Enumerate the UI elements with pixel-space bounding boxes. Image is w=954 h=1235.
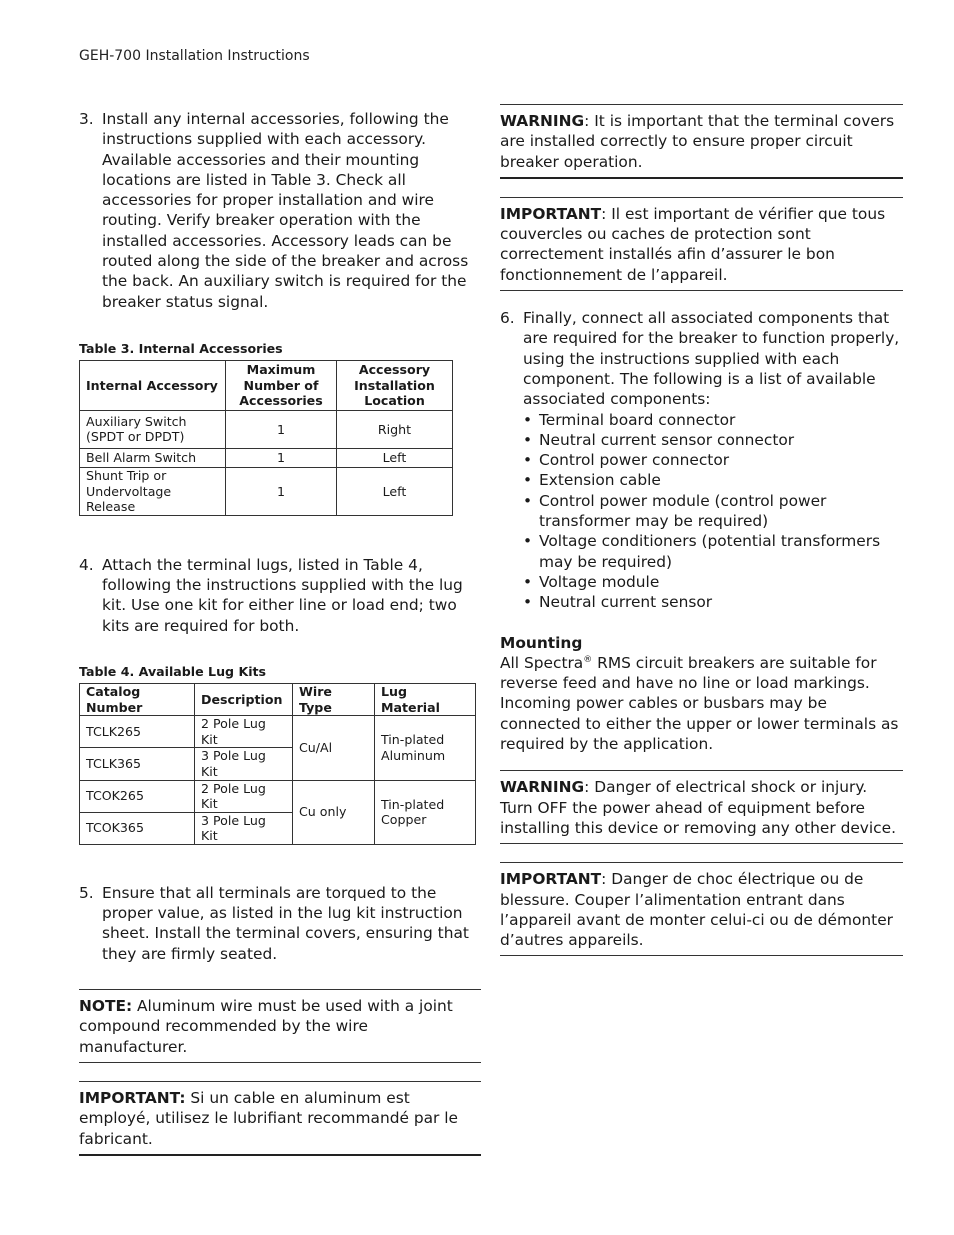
table-cell: Left: [337, 448, 453, 467]
table-row: [80, 467, 453, 515]
table-cell: TCOK265: [80, 780, 195, 812]
table-cell: 1: [226, 448, 337, 467]
table-cell: Bell Alarm Switch: [80, 448, 226, 467]
page-header: GEH-700 Installation Instructions: [79, 48, 310, 64]
table-cell: Cu only: [293, 780, 375, 844]
table-cell: TCOK365: [80, 812, 195, 844]
left-column: [79, 108, 481, 1156]
table-cell: Auxiliary Switch (SPDT or DPDT): [80, 410, 226, 448]
step-3: [79, 109, 481, 312]
table-row: [80, 780, 476, 812]
list-item: • Neutral current sensor connector: [523, 430, 795, 449]
list-item: • Voltage conditioners (potential transformers may be required): [523, 532, 881, 571]
step-5: [79, 883, 481, 964]
list-item: • Extension cable: [523, 471, 661, 490]
important-fr-box: [79, 1081, 481, 1156]
table-3-caption: Table 3. Internal Accessories: [79, 340, 283, 356]
table-header-cell: Wire Type: [293, 683, 375, 715]
table-cell: Cu/Al: [293, 716, 375, 780]
table-4-caption: Table 4. Available Lug Kits: [79, 663, 267, 679]
important-fr-label: IMPORTANT:: [79, 1088, 186, 1107]
important-box-1: [500, 197, 903, 291]
table-header-row: [80, 360, 453, 410]
table-row: [80, 410, 453, 448]
important-1-label: IMPORTANT: [500, 204, 602, 223]
important-1-text: : Il est important de vérifier que tous couvercles ou caches de protection sont correctement installés afin d’assurer le bon fonctionnement de l’appareil.: [500, 204, 886, 284]
table-cell: 3 Pole Lug Kit: [195, 812, 293, 844]
warning-2-label: WARNING: [500, 778, 585, 797]
internal-accessories-table: [79, 360, 453, 516]
step-4-number: 4.: [79, 555, 94, 574]
list-item: • Terminal board connector: [523, 410, 736, 429]
table-cell: 1: [226, 410, 337, 448]
warning-1-text: : It is important that the terminal covers are installed correctly to ensure proper circuit breaker operation.: [500, 112, 895, 171]
table-header-cell: Lug Material: [375, 683, 476, 715]
table-header-cell: Accessory Installation Location: [337, 360, 453, 410]
table-cell: Left: [337, 467, 453, 515]
note-box: [79, 989, 481, 1063]
table-header-row: [80, 683, 476, 715]
table-cell: Tin-plated Copper: [375, 780, 476, 844]
mounting-heading: Mounting: [500, 633, 583, 652]
table-header-cell: Internal Accessory: [80, 360, 226, 410]
table-cell: Shunt Trip or Undervoltage Release: [80, 467, 226, 515]
important-2-text: : Danger de choc électrique ou de blessure. Couper l’alimentation entrant dans l’appareil avant de monter celui-ci ou de démonter d’autres appareils.: [500, 870, 893, 950]
warning-box-1: [500, 104, 903, 179]
warning-box-2: [500, 770, 903, 844]
component-list: [523, 410, 903, 613]
lug-kits-table: [79, 683, 476, 845]
list-item: • Voltage module: [523, 572, 660, 591]
table-cell: 1: [226, 467, 337, 515]
step-5-text: Ensure that all terminals are torqued to the proper value, as listed in the lug kit instruction sheet. Install the terminal covers, ensuring that they are firmly seated.: [102, 883, 469, 963]
right-column: [500, 104, 903, 956]
step-4-text: Attach the terminal lugs, listed in Table 4, following the instructions supplied with the lug kit. Use one kit for either line or load end; two kits are required for both.: [102, 555, 463, 635]
mounting-text: All Spectra® RMS circuit breakers are suitable for reverse feed and have no line or load markings. Incoming power cables or busbars may be connected to either the upper or lower terminals as required by the application.: [500, 653, 899, 754]
table-cell: Right: [337, 410, 453, 448]
step-3-text: Install any internal accessories, following the instructions supplied with each accessory. Available accessories and their mounting locations are listed in Table 3. Check all accessories for proper installation and wire routing. Verify breaker operation with the installed accessories. Accessory leads can be routed along the side of the breaker and across the back. An auxiliary switch is required for the breaker status signal.: [102, 110, 469, 311]
important-2-label: IMPORTANT: [500, 870, 602, 889]
table-header-cell: Catalog Number: [80, 683, 195, 715]
step-3-number: 3.: [79, 110, 94, 128]
table-cell: TCLK365: [80, 748, 195, 780]
important-fr-text: Si un cable en aluminum est employé, utilisez le lubrifiant recommandé par le fabricant.: [79, 1088, 459, 1148]
table-header-cell: Description: [195, 683, 293, 715]
important-box-2: [500, 862, 903, 956]
list-item: • Neutral current sensor: [523, 593, 713, 612]
table-header-cell: Maximum Number of Accessories: [226, 360, 337, 410]
list-item: • Control power module (control power transformer may be required): [523, 491, 827, 531]
table-cell: TCLK265: [80, 716, 195, 748]
table-cell: 2 Pole Lug Kit: [195, 716, 293, 748]
table-cell: Tin-plated Aluminum: [375, 716, 476, 780]
note-label: NOTE:: [79, 997, 133, 1016]
table-cell: 3 Pole Lug Kit: [195, 748, 293, 780]
note-text: Aluminum wire must be used with a joint compound recommended by the wire manufacturer.: [79, 997, 453, 1056]
step-5-number: 5.: [79, 883, 94, 902]
warning-1-label: WARNING: [500, 112, 585, 130]
step-6-number: 6.: [500, 309, 515, 328]
warning-2-text: : Danger of electrical shock or injury. Turn OFF the power ahead of equipment before installing this device or removing any other device.: [500, 778, 897, 837]
step-4: [79, 555, 481, 636]
list-item: • Control power connector: [523, 451, 730, 470]
table-row: [80, 716, 476, 748]
table-row: [80, 448, 453, 467]
table-cell: 2 Pole Lug Kit: [195, 780, 293, 812]
step-6: [500, 308, 903, 612]
step-6-text: Finally, connect all associated components that are required for the breaker to function properly, using the instructions supplied with each component. The following is a list of available associated components:: [523, 309, 900, 409]
